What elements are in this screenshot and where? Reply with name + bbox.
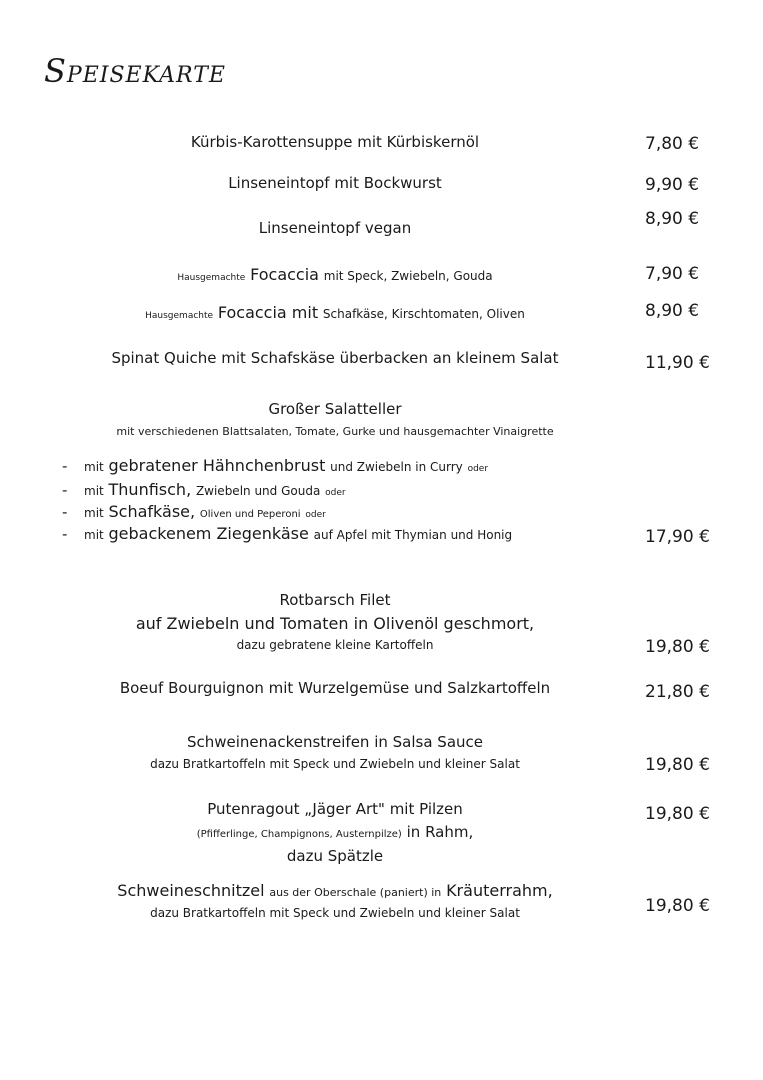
page-title: Speisekarte [44,52,226,90]
menu-item-focaccia2-price: 8,90 € [645,301,700,321]
focaccia2-rest: Schafkäse, Kirschtomaten, Oliven [322,307,525,321]
menu-item-turkey-line2: (Pfifferlinge, Champignons, Austernpilze) in Rahm, [196,823,474,841]
salad-option-4: - mit gebackenem Ziegenkäse auf Apfel mit Thymian und Honig [62,524,513,543]
focaccia1-rest: mit Speck, Zwiebeln, Gouda [323,269,493,283]
menu-item-boeuf-price: 21,80 € [645,682,710,702]
menu-item-focaccia1 [80,265,590,284]
menu-item-turkey-price: 19,80 € [645,804,710,824]
menu-item-lentil-vegan-name: Linseneintopf vegan [258,219,412,237]
menu-item-turkey-line1: Putenragout „Jäger Art" mit Pilzen [207,800,463,818]
menu-item-quiche-price: 11,90 € [645,353,710,373]
menu-item-salad-desc: mit verschiedenen Blattsalaten, Tomate, Gurke und hausgemachter Vinaigrette [116,425,554,438]
menu-item-pork-strips-desc: dazu Bratkartoffeln mit Speck und Zwiebeln und kleiner Salat [150,757,520,771]
menu-item-lentil-name: Linseneintopf mit Bockwurst [228,174,442,192]
menu-item-quiche-name: Spinat Quiche mit Schafskäse überbacken an kleinem Salat [111,349,559,367]
menu-item-pork-strips-price: 19,80 € [645,755,710,775]
menu-item-schnitzel-price: 19,80 € [645,896,710,916]
menu-item-fish-line2: auf Zwiebeln und Tomaten in Olivenöl geschmort, [135,614,535,633]
menu-item-focaccia1-price: 7,90 € [645,264,700,284]
menu-item-soup-price: 7,80 € [645,134,700,154]
focaccia2-prefix: Hausgemachte [145,311,214,321]
menu-item-pork-strips-name: Schweinenackenstreifen in Salsa Sauce [186,733,483,751]
menu-item-schnitzel-desc: dazu Bratkartoffeln mit Speck und Zwiebeln und kleiner Salat [150,906,520,920]
menu-item-fish-price: 19,80 € [645,637,710,657]
menu-item-schnitzel-line1: Schweineschnitzel aus der Oberschale (paniert) in Kräuterrahm, [117,881,553,900]
menu-item-lentil-vegan-price: 8,90 € [645,209,700,229]
salad-option-3: - mit Schafkäse, Oliven und Peperoni oder [62,502,326,521]
menu-item-boeuf-name: Boeuf Bourguignon mit Wurzelgemüse und Salzkartoffeln [119,679,551,697]
menu-item-salad-price: 17,90 € [645,527,710,547]
menu-item-lentil-price: 9,90 € [645,175,700,195]
salad-option-1: - mit gebratener Hähnchenbrust und Zwiebeln in Curry oder [62,456,489,475]
menu-item-fish-line3: dazu gebratene kleine Kartoffeln [236,638,434,652]
focaccia1-name: Focaccia [250,265,319,284]
menu-item-focaccia2 [80,303,590,322]
menu-item-turkey-line3: dazu Spätzle [286,847,384,865]
focaccia1-prefix: Hausgemachte [177,273,246,283]
menu-item-fish-line1: Rotbarsch Filet [279,591,391,609]
focaccia2-name: Focaccia mit [217,303,319,322]
salad-option-2: - mit Thunfisch, Zwiebeln und Gouda oder [62,480,346,499]
menu-item-salad-name: Großer Salatteller [268,400,402,418]
menu-item-soup-name: Kürbis-Karottensuppe mit Kürbiskernöl [190,133,480,151]
